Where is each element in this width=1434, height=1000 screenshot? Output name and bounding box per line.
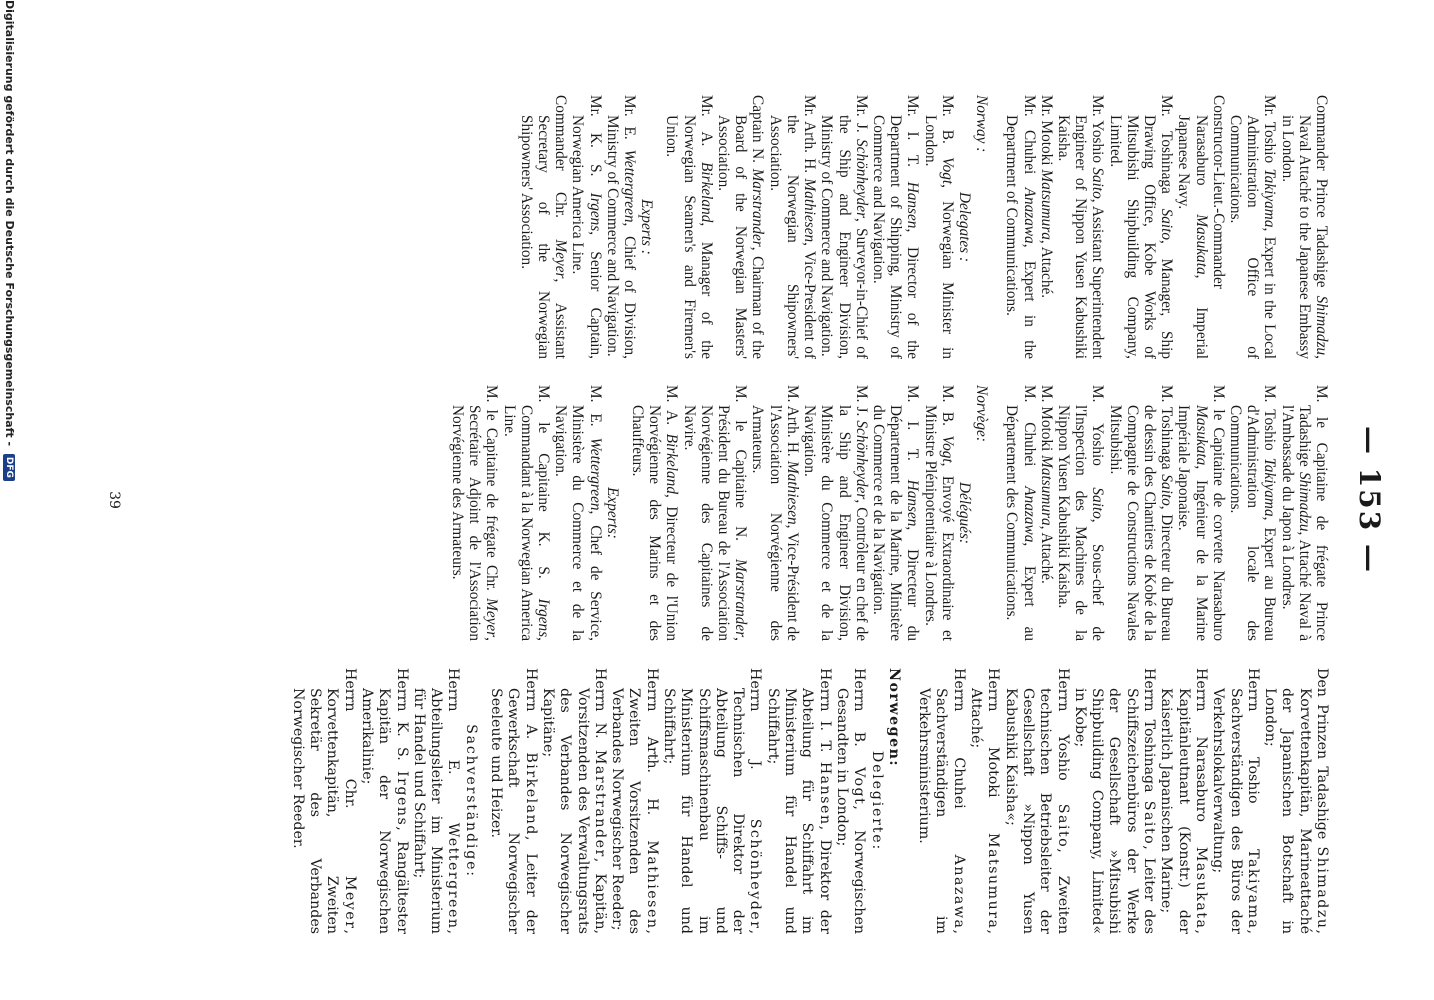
list-item: M. le Capitaine N. Marstrander, Président du Bureau de l'Association Norvégienne des Capitaines de Navire. <box>680 385 750 641</box>
english-column <box>518 95 1330 359</box>
section-heading-delegates: Délégués: <box>955 481 973 544</box>
list-item: Herrn Yoshio Saito, Zweiten technischen Betriebsleiter der Gesellschaft »Nippon Yusen Kabushiki Kaisha«; <box>1002 668 1071 934</box>
list-item: M. le Capitaine de frégate Prince Tadashige Shimadzu, Attaché Naval à l'Ambassade du Japon à Londres. <box>1278 385 1330 641</box>
list-item: Den Prinzen Tadashige Shimadzu, Korvettenkapitän, Marineattaché der Japanischen Botschaft in London; <box>1262 668 1330 934</box>
list-item: Mr. I. T. Hansen, Director of the Department of Shipping, Ministry of Commerce and Navigation. <box>869 95 922 359</box>
list-item: M. Arth. H. Mathiesen, Vice-Président de l'Association Norvégienne des Armateurs. <box>749 385 801 641</box>
section-heading-delegates: Delegierte: <box>868 750 885 852</box>
list-item: Herrn Motoki Matsumura, Attaché; <box>968 668 1002 934</box>
list-item: Mr. Yoshio Saito, Assistant Superintendent Engineer of Nippon Yusen Kabushiki Kaisha. <box>1054 95 1107 359</box>
list-item: Herrn Arth. H. Mathiesen, Zweiten Vorsitzenden des Verbandes Norwegischer Reeder; <box>609 668 660 934</box>
section-heading-experts: Sachverständige: <box>462 724 479 878</box>
german-column <box>288 668 1330 934</box>
list-item: M. A. Birkeland, Directeur de l'Union Norvégienne des Marins et des Chauffeurs. <box>629 385 681 641</box>
dfg-logo: DFG <box>3 454 15 481</box>
page-header <box>1324 0 1434 1000</box>
list-item: Captain N. Marstrander, Chairman of the Board of the Norwegian Masters' Association. <box>715 95 767 359</box>
list-item: Herrn I. T. Hansen, Direktor der Abteilung für Schiffahrt im Ministerium für Handel und Schiffahrt; <box>764 668 833 934</box>
list-item: Herrn Chuhei Anazawa, Sachverständigen im Verkehrsministerium. <box>916 668 967 934</box>
page-number: — 153 — <box>1353 426 1386 574</box>
section-heading-experts: Experts: <box>603 487 621 539</box>
list-item: M. le Capitaine de corvette Narasaburo Masukata, Ingénieur de la Marine Impériale Japonaise. <box>1175 385 1227 641</box>
footer-page-number: 39 <box>106 491 122 509</box>
list-item: M. Toshio Takiyama, Expert au Bureau d'Administration locale des Communications. <box>1226 385 1279 641</box>
list-item: M. B. Vogt, Envoyé Extraordinaire et Ministre Plénipotentiaire à Londres. <box>921 385 956 641</box>
list-item: Herrn Toshio Takiyama, Sachverständigen des Büros der Verkehrslokalverwaltung; <box>1210 668 1261 934</box>
list-item: Mr. J. Schönheyder, Surveyor-in-Chief of the Ship and Engineer Division, Ministry of Commerce and Navigation. <box>818 95 870 359</box>
list-item: Herrn N. Marstrander, Kapitän, Vorsitzenden des Verwaltungsrats des Verbandes Norwegischer Kapitäne; <box>539 668 608 934</box>
list-item: M. Motoki Matsumura, Attaché. <box>1037 385 1055 584</box>
list-item: Herrn Toshinaga Saito, Leiter des Schiffszeichenbüros der Werke der Gesellschaft »Mitsubishi Shipbuilding Company, Limited« in Kobe; <box>1071 668 1158 934</box>
list-item: Constructor-Lieut.-Commander Narasaburo Masukata, Imperial Japanese Navy. <box>1175 95 1227 360</box>
list-item: Mr. Toshio Takiyama, Expert in the Local Administration Office of Communications. <box>1226 95 1279 359</box>
list-item: Herrn Chr. Meyer, Korvettenkapitän, Zweiten Sekretär des Verbandes Norwegischer Reeder. <box>289 668 358 934</box>
list-item: Mr. Toshinaga Saito, Manager, Ship Drawing Office, Kobe Works of Mitsubishi Shipbuilding Company, Limited. <box>1106 95 1176 359</box>
list-item: M. Chuhei Anazawa, Expert au Département des Communications. <box>1003 385 1038 642</box>
list-item: M. Toshinaga Saito, Directeur du Bureau de dessin des Chantiers de Kobé de la Compagnie de Constructions Navales Mitsubishi. <box>1106 385 1176 641</box>
country-heading: Norway : <box>973 95 991 153</box>
list-item: M. le Capitaine K. S. Irgens, Commandant à la Norwegian America Line. <box>500 385 553 641</box>
list-item: Herrn Narasaburo Masukata, Kapitänleutnant (Konstr.) der Kaiserlich Japanischen Marine; <box>1158 668 1209 934</box>
list-item: M. J. Schönheyder, Contrôleur en chef de la Ship and Engineer Division, Ministère du Commerce et de la Navigation. <box>801 385 870 642</box>
list-item: M. le Capitaine de frégate Chr. Meyer, Secrétaire Adjoint de l'Association Norvégienne des Armateurs. <box>449 385 501 641</box>
digitization-credit <box>0 0 18 1000</box>
french-column <box>449 385 1330 641</box>
section-heading-delegates: Delegates : <box>955 191 973 263</box>
list-item: Mr. Motoki Matsumura, Attaché. <box>1037 95 1055 299</box>
list-item: Mr. K. S. Irgens, Senior Captain, Norwegian America Line. <box>569 95 604 359</box>
list-item: M. Yoshio Saito, Sous-chef de l'Inspection des Machines de la Nippon Yusen Kabushiki Kaisha. <box>1054 385 1107 641</box>
list-item: Herrn K. S. Irgens, Rangältester Kapitän der Norwegischen Amerikalinie; <box>358 668 410 934</box>
credit-text: Digitalisierung gefördert durch die Deutsche Forschungsgemeinschaft - <box>3 0 16 447</box>
country-heading: Norwegen: <box>885 668 902 768</box>
list-item: M. E. Wettergreen, Chef de Service, Ministère du Commerce et de la Navigation. <box>552 385 604 641</box>
list-item: Mr. A. Birkeland, Manager of the Norwegian Seamen's and Firemen's Union. <box>663 95 715 359</box>
list-item: Mr. Arth. H. Mathiesen, Vice-President of the Norwegian Shipowners' Association. <box>766 95 819 359</box>
list-item: Commander Prince Tadashige Shimadzu, Naval Attaché to the Japanese Embassy in London. <box>1278 95 1330 359</box>
country-heading: Norvège: <box>973 385 991 442</box>
list-item: Herrn B. Vogt, Norwegischen Gesandten in London; <box>833 668 868 934</box>
list-item: Commander Chr. Meyer, Assistant Secretary of the Norwegian Shipowners' Association. <box>517 95 570 359</box>
list-item: Mr. B. Vogt, Norwegian Minister in London. <box>921 95 956 359</box>
list-item: Mr. Chuhei Anazawa, Expert in the Department of Communications. <box>1003 95 1038 359</box>
list-item: Herrn J. Schönheyder, Technischen Direktor der Abteilung Schiffs- und Schiffsmaschinenbau im Ministerium für Handel und Schiffahrt; <box>661 668 764 934</box>
section-heading-experts: Experts : <box>638 199 656 255</box>
list-item: M. I. T. Hansen, Directeur du Département de la Marine, Ministère du Commerce et de la Navigation. <box>869 385 922 641</box>
list-item: Herrn A. Birkeland, Leiter der Gewerkschaft Norwegischer Seeleute und Heizer. <box>488 668 539 934</box>
list-item: Mr. E. Wettergreen, Chief of Division, Ministry of Commerce and Navigation. <box>603 95 639 359</box>
list-item: Herrn E. Wettergreen, Abteilungsleiter im Ministerium für Handel und Schiffahrt; <box>410 668 462 934</box>
